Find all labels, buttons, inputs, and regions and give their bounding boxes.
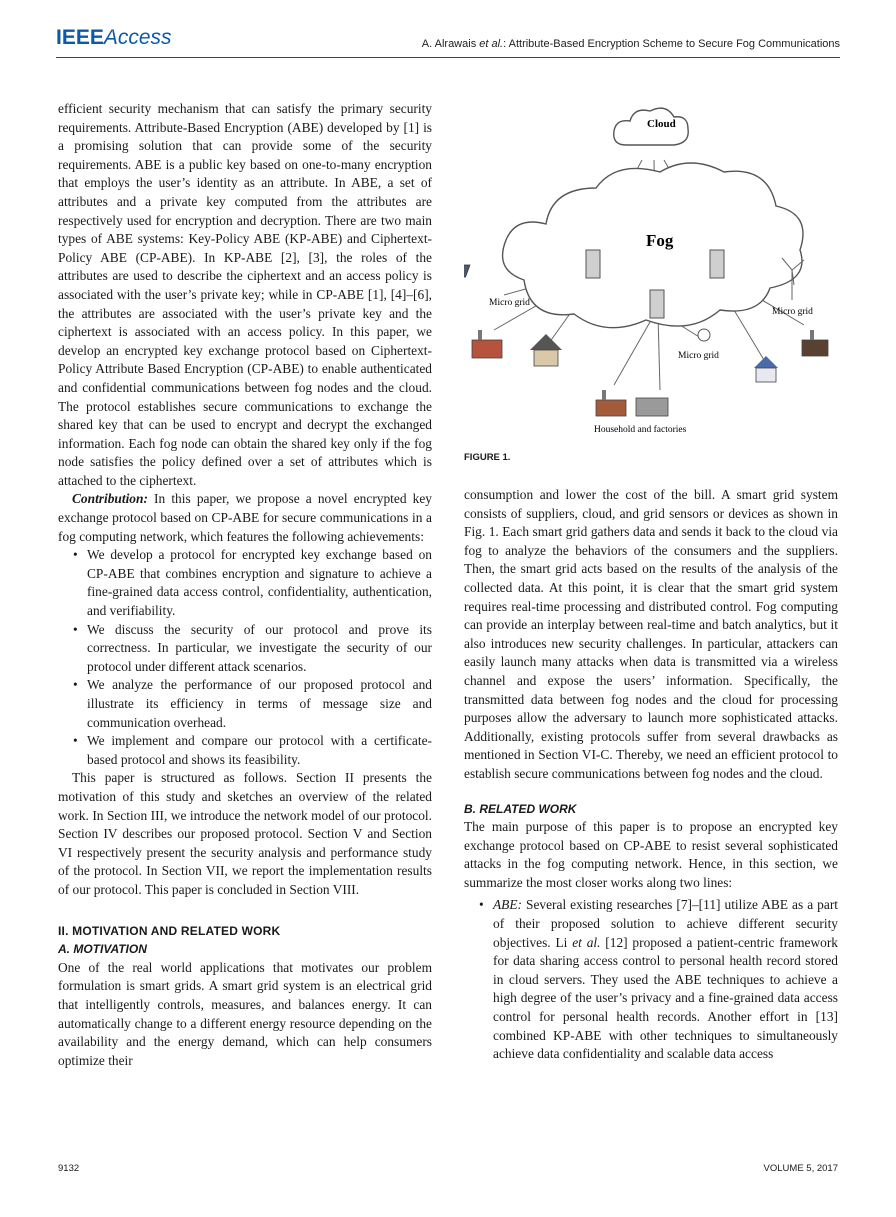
label-micro-grid-right: Micro grid bbox=[772, 307, 813, 317]
abe-text-post: [12] proposed a patient-centric framework for data sharing access control to personal health record stored in cloud servers. They used the ABE techniques to achieve a high degree of the user’s privacy and a fine-grained data access control for personal health records. Another effort in [13] combined KP-ABE with other techniques to simultaneously achieve data confidentiality and scalable data access bbox=[493, 934, 839, 1062]
server-icon bbox=[586, 250, 600, 278]
section-heading-2: II. MOTIVATION AND RELATED WORK bbox=[58, 923, 281, 938]
paragraph-related-work: The main purpose of this paper is to propose an encrypted key exchange protocol based on CP-ABE to resist several sophisticated attacks in the fog computing network. Hence, in this section, we summarize the most closer works along two lines: bbox=[464, 819, 838, 890]
running-title: : Attribute-Based Encryption Scheme to Secure Fog Communications bbox=[503, 38, 840, 50]
factory-icon bbox=[802, 330, 828, 356]
label-micro-grid-left: Micro grid bbox=[489, 298, 530, 308]
abe-etal: et al. bbox=[572, 934, 601, 950]
abe-label: ABE: bbox=[493, 897, 522, 913]
gear-icon bbox=[698, 329, 710, 341]
server-icon bbox=[710, 250, 724, 278]
paragraph-structure: This paper is structured as follows. Section II presents the motivation of this study and sketches an overview of the related work. In Section III, we introduce the network model of our protocol. Section IV describes our proposed protocol. Section V and Section VI respectively present the security analysis and performance study of the protocol. In Section VII, we report the implementation results of our protocol. This paper is concluded in Section VIII. bbox=[58, 770, 432, 897]
logo-access: Access bbox=[103, 26, 172, 49]
related-work-list bbox=[464, 896, 838, 1063]
volume-label: VOLUME 5, 2017 bbox=[763, 1163, 838, 1174]
running-head bbox=[422, 38, 840, 50]
page-header bbox=[56, 24, 840, 56]
figure-smart-grid-fog bbox=[464, 100, 838, 438]
server-icon bbox=[650, 290, 664, 318]
journal-logo bbox=[56, 26, 172, 50]
list-item: • We develop a protocol for encrypted key exchange based on CP-ABE that combines encryption and signature to achieve a fine-grained data access control, confidentiality, authentication, and verifiability. bbox=[87, 546, 432, 620]
label-household: Household and factories bbox=[594, 425, 687, 435]
paragraph-smart-grid: consumption and lower the cost of the bill. A smart grid system consists of suppliers, cloud, and grid sensors or devices as shown in Fig. 1. Each smart grid gathers data and sends it back to the cloud via fog to analyze the behaviors of the consumers and the suppliers. Then, the smart grid acts based on the results of the analysis of the collected data. At this point, it is clear that the smart grid system requires real-time processing and distributed control. Fog computing can provide an interplay between real-time and batch analytics, but it also introduces new security challenges. In particular, attackers can easily launch many attacks when data is transmitted via a wireless channel and expose the users’ information. Specifically, the transmitted data between fog nodes and the cloud for processing purposes allow the adversary to launch more sophisticated attacks. Additionally, existing protocols suffer from several drawbacks as mentioned in Section VI-C. Thereby, we need an efficient protocol to establish secure communications between fog nodes and the cloud. bbox=[464, 487, 838, 781]
list-item bbox=[493, 896, 838, 1063]
paragraph-motivation: One of the real world applications that motivates our problem formulation is smart grids. A smart grid system is an electrical grid that intelligently controls, measures, and balances energy. It can automatically change to a different energy resource depending on the availability and the energy demand, which can help consumers optimize their bbox=[58, 959, 432, 1068]
paragraph-contribution bbox=[58, 490, 432, 546]
subsection-heading-2b: B. RELATED WORK bbox=[464, 801, 577, 816]
logo-ieee: IEEE bbox=[56, 26, 104, 49]
list-item: • We analyze the performance of our proposed protocol and illustrate its efficiency in terms of message size and communication overhead. bbox=[87, 676, 432, 732]
contribution-text: In this paper, we propose a novel encrypted key exchange protocol based on CP-ABE for secure communications in a fog computing network, which features the following achievements: bbox=[58, 491, 432, 544]
header-rule bbox=[56, 57, 840, 58]
label-fog: Fog bbox=[646, 231, 674, 250]
paragraph-abe: efficient security mechanism that can satisfy the primary security requirements. Attribute-Based Encryption (ABE) developed by [1] is a promising solution that can provide some of the security requirements. ABE is a public key based on one-to-many encryption that employs the user’s identity as an attribute. In ABE, a set of attributes and a private key computed from the attributes are respectively used for encryption and decryption. There are two main types of ABE systems: Key-Policy ABE (KP-ABE) and Ciphertext-Policy ABE (CP-ABE). In KP-ABE [2], [3], the roles of the attributes are used to describe the ciphertext and an access policy is associated with the user’s private key; while in CP-ABE [1], [4]–[6], the attributes are associated with the user’s private key and the ciphertext is associated with an access policy. In this paper, we develop an encrypted key exchange protocol based on Ciphertext-Policy Attribute Based Encryption (CP-ABE) to enable authenticated and confidential communications between fog nodes and the cloud. The protocol establishes secure communications to exchange the shared key that can be used to encrypt and decrypt the exchanged information. Each fog node can obtain the shared key only if the fog node satisfies the policy defined over a set of attributes which is attached to the ciphertext. bbox=[58, 101, 432, 488]
solar-panel-icon bbox=[464, 265, 470, 277]
house-icon bbox=[754, 356, 778, 382]
left-column bbox=[58, 100, 432, 1070]
figure-caption: FIGURE 1. bbox=[464, 452, 511, 463]
subsection-heading-2a: A. MOTIVATION bbox=[58, 942, 147, 957]
right-column bbox=[464, 486, 838, 1064]
contribution-list bbox=[58, 546, 432, 769]
list-item: • We discuss the security of our protocol and prove its correctness. In particular, we investigate the security of our protocol under different attack scenarios. bbox=[87, 621, 432, 677]
house-icon bbox=[530, 334, 562, 366]
abe-text-pre: Several existing researches [7]–[11] utilize ABE as a part of their proposed solution to achieve different security objectives. Li bbox=[493, 897, 838, 950]
running-etal: et al. bbox=[479, 38, 504, 50]
contribution-label: Contribution: bbox=[72, 491, 148, 507]
label-cloud: Cloud bbox=[647, 118, 676, 130]
factory-icon bbox=[472, 330, 502, 358]
page-number: 9132 bbox=[58, 1163, 80, 1174]
list-item: • We implement and compare our protocol with a certificate-based protocol and shows its feasibility. bbox=[87, 732, 432, 769]
factory-icon bbox=[596, 390, 668, 416]
label-micro-grid-center: Micro grid bbox=[678, 351, 719, 361]
running-authors: A. Alrawais bbox=[421, 38, 480, 50]
